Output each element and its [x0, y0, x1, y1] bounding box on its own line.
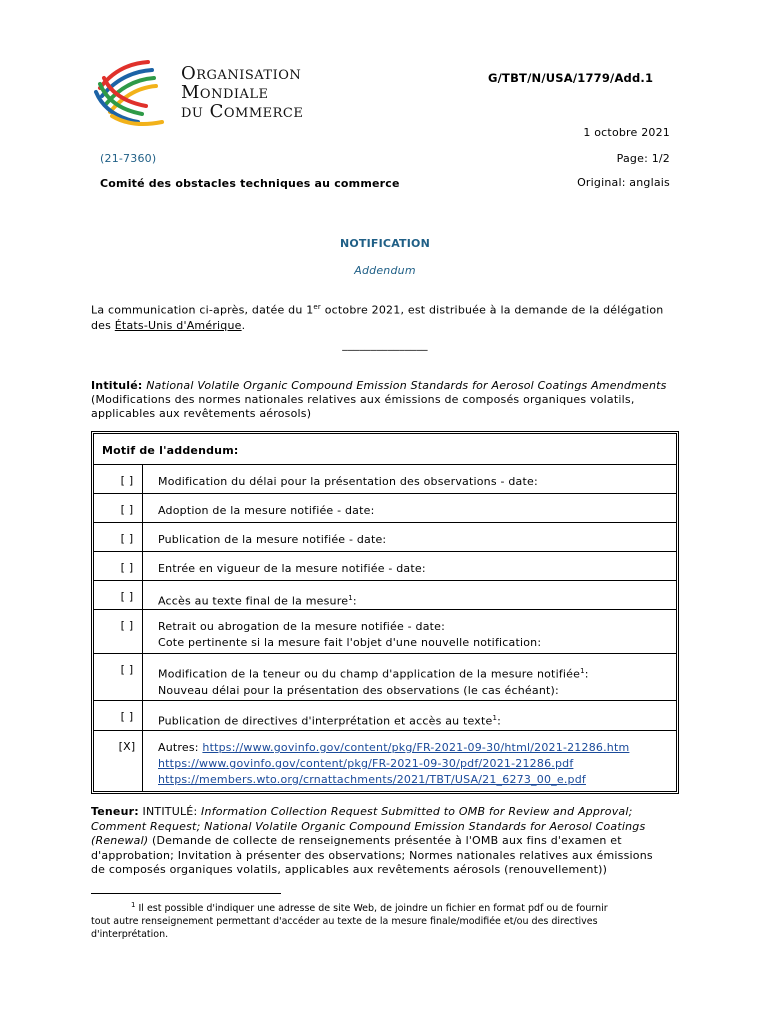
table-row — [94, 580, 676, 610]
title-fr-line-2: applicables aux revêtements aérosols) — [91, 407, 312, 420]
org-line-3: du Commerce — [181, 101, 304, 122]
link-attachment[interactable]: https://members.wto.org/crnattachments/2021/TBT/USA/21_6273_00_e.pdf — [158, 773, 586, 786]
intro-text-a: La communication ci-après, datée du 1 — [91, 303, 314, 317]
content-line-2: Comment Request; National Volatile Organic Compound Emission Standards for Aerosol Coatings — [91, 819, 646, 833]
row-text — [158, 710, 668, 730]
intro-text-c: des — [91, 318, 115, 332]
row-text-end: : — [584, 667, 589, 681]
table-row-other — [94, 730, 676, 792]
other-checkbox[interactable]: [X] — [118, 740, 136, 753]
footnote-line-2: tout autre renseignement permettant d'accéder au texte de la mesure finale/modifiée et/ou des directives — [91, 916, 598, 928]
row-checkbox[interactable]: [ ] — [120, 561, 134, 574]
footnote — [91, 899, 681, 941]
table-row — [94, 551, 676, 581]
intro-country: États-Unis d'Amérique — [114, 318, 242, 332]
row-line-1: Retrait ou abrogation de la mesure notifiée - date: — [158, 620, 446, 633]
row-checkbox[interactable]: [ ] — [120, 532, 134, 545]
link-html[interactable]: https://www.govinfo.gov/content/pkg/FR-2021-09-30/html/2021-21286.htm — [202, 741, 630, 754]
row-checkbox[interactable]: [ ] — [120, 590, 134, 603]
content-prefix: INTITULÉ: — [138, 805, 202, 818]
wto-logo-icon — [92, 58, 176, 132]
table-heading-row — [94, 434, 676, 464]
content-label: Teneur: — [91, 805, 139, 818]
table-row — [94, 700, 676, 731]
row-text — [158, 619, 668, 651]
footnote-line-3: d'interprétation. — [91, 929, 169, 941]
table-heading: Motif de l'addendum: — [102, 444, 239, 457]
row-checkbox[interactable]: [ ] — [120, 474, 134, 487]
notification-heading: NOTIFICATION — [339, 237, 431, 250]
org-line-1: Organisation — [181, 63, 302, 84]
row-text — [158, 590, 668, 610]
title-label: Intitulé: — [91, 379, 143, 392]
row-text: Publication de la mesure notifiée - date: — [158, 533, 387, 546]
other-label: Autres: — [158, 741, 203, 754]
content-line-5: de composés organiques volatils, applicables aux revêtements aérosols (renouvellement)) — [91, 863, 608, 876]
intro-paragraph — [91, 300, 681, 333]
row-sup: 1 — [492, 714, 498, 722]
intro-sup: er — [313, 303, 322, 311]
addendum-reason-table — [91, 431, 679, 794]
row-checkbox[interactable]: [ ] — [120, 503, 134, 516]
org-line-2: Mondiale — [181, 82, 269, 103]
row-text — [158, 663, 668, 699]
document-date: 1 octobre 2021 — [583, 126, 670, 139]
page-number: Page: 1/2 — [616, 152, 670, 165]
other-text — [158, 740, 668, 788]
row-line-2: Cote pertinente si la mesure fait l'objet d'une nouvelle notification: — [158, 636, 542, 649]
title-italic: National Volatile Organic Compound Emission Standards for Aerosol Coatings Amendments — [146, 379, 667, 392]
row-text-end: : — [497, 714, 502, 728]
content-line-3-italic: (Renewal) — [91, 834, 149, 847]
row-checkbox[interactable]: [ ] — [120, 663, 134, 676]
row-text: Entrée en vigueur de la mesure notifiée - date: — [158, 562, 426, 575]
row-text: Modification du délai pour la présentation des observations - date: — [158, 475, 538, 488]
table-row — [94, 653, 676, 701]
footnote-rule — [91, 893, 281, 894]
original-language: Original: anglais — [577, 176, 670, 189]
document-ref: (21-7360) — [100, 152, 157, 165]
content-line-4: d'approbation; Invitation à présenter des observations; Normes nationales relatives aux émissions — [91, 848, 653, 862]
title-fr-line-1: (Modifications des normes nationales relatives aux émissions de composés organiques volatils, — [91, 393, 635, 406]
table-row — [94, 609, 676, 654]
content-line-3: (Demande de collecte de renseignements présentée à l'OMB aux fins d'examen et — [148, 834, 622, 847]
row-text: Adoption de la mesure notifiée - date: — [158, 504, 375, 517]
row-text-end: : — [352, 594, 357, 608]
row-text-main: Accès au texte final de la mesure — [158, 594, 349, 608]
content-paragraph — [91, 805, 679, 878]
row-checkbox[interactable]: [ ] — [120, 619, 134, 632]
intro-text-d: . — [241, 318, 246, 332]
org-name — [181, 64, 303, 121]
title-block — [91, 379, 681, 421]
content-line-1: Information Collection Request Submitted to OMB for Review and Approval; — [201, 805, 633, 818]
row-checkbox[interactable]: [ ] — [120, 710, 134, 723]
row-sup: 1 — [580, 667, 585, 675]
intro-text-b: octobre 2021, est distribuée à la demande de la délégation — [321, 303, 664, 317]
table-row — [94, 522, 676, 552]
footnote-line-1: Il est possible d'indiquer une adresse de site Web, de joindre un fichier en format pdf ou de fournir — [135, 903, 608, 915]
row-line-1: Modification de la teneur ou du champ d'application de la mesure notifiée — [158, 667, 581, 681]
footnote-number: 1 — [131, 901, 136, 909]
committee-name: Comité des obstacles techniques au commerce — [100, 177, 400, 190]
document-symbol: G/TBT/N/USA/1779/Add.1 — [488, 71, 654, 85]
row-text-main: Publication de directives d'interprétation et accès au texte — [158, 714, 493, 728]
separator-line: _______________ — [342, 338, 428, 351]
row-sup: 1 — [348, 594, 353, 602]
addendum-heading: Addendum — [354, 264, 416, 277]
link-pdf[interactable]: https://www.govinfo.gov/content/pkg/FR-2021-09-30/pdf/2021-21286.pdf — [158, 757, 574, 770]
table-row — [94, 464, 676, 494]
table-row — [94, 493, 676, 523]
row-line-2: Nouveau délai pour la présentation des observations (le cas échéant): — [158, 683, 559, 697]
